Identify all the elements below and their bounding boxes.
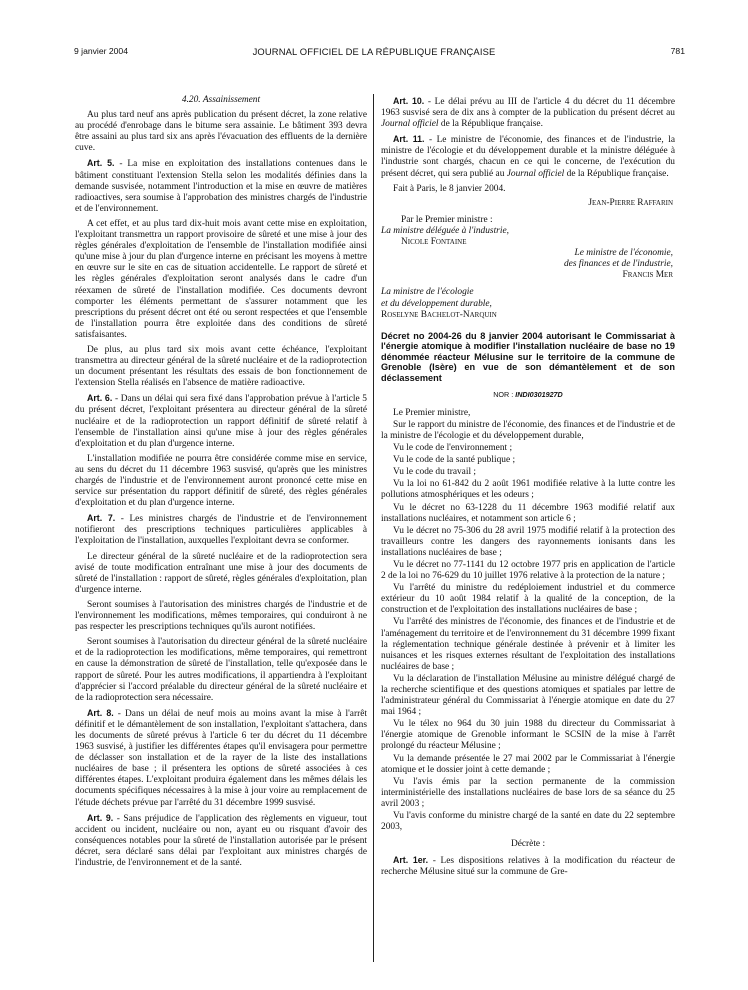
- visa-paragraph: Vu l'arrêté du ministre du redéploiement industriel et du commerce extérieur du 10 août 1984 relatif à la qualité de la conception, de la construction et de l'exploitation des installations nucléaires de base ;: [381, 583, 675, 616]
- visa-paragraphs: [381, 420, 675, 833]
- article-10: Art. 10. - Le délai prévu au III de l'article 4 du décret du 11 décembre 1963 susvisé sera de dix ans à compter de la publication du présent décret au Journal officiel de la République française.: [381, 96, 675, 130]
- visa-paragraph: Vu la déclaration de l'installation Mélusine au ministre délégué chargé de la recherche scientifique et des questions atomiques et spatiales par lettre de l'administrateur général du Commissariat à l'énergie atomique en date du 27 mai 1964 ;: [381, 673, 675, 718]
- left-paragraph: L'installation modifiée ne pourra être considérée comme mise en service, au sens du décret du 11 décembre 1963 susvisé, qu'après que les ministres chargés de l'industrie et de l'environnement auront prononcé cette mise en service sur présentation du rapport définitif de sûreté, des règles générales d'exploitation et du plan d'urgence interne.: [75, 453, 367, 509]
- ecologie-title-1: La ministre de l'écologie: [381, 287, 474, 298]
- economie-title-2: des finances et de l'industrie,: [563, 259, 673, 270]
- visa-paragraph: Vu le code du travail ;: [393, 467, 477, 478]
- header-page-number: 781: [670, 46, 685, 56]
- header-date: 9 janvier 2004: [74, 46, 128, 56]
- left-paragraph: Seront soumises à l'autorisation du directeur général de la sûreté nucléaire et de la radioprotection les modifications, même temporaires, qui remettront en cause la démonstration de sûreté de l'installation, telle qu'exposée dans le rapport de sûreté. Pour les autres modifications, il appartiendra à l'exploitant d'apprécier si l'accord préalable du directeur général de la sûreté nucléaire et de la radioprotection sera nécessaire.: [75, 637, 367, 703]
- column-divider: [373, 94, 374, 962]
- visa-paragraph: Vu l'avis conforme du ministre chargé de la santé en date du 22 septembre 2003,: [381, 811, 675, 833]
- left-paragraph: Art. 8. - Dans un délai de neuf mois au moins avant la mise à l'arrêt définitif et le démantèlement de son installation, l'exploitant s'attachera, dans les documents de sûreté prévus à l'article 6 ter du décret du 11 décembre 1963 susvisé, à justifier les différentes étapes qu'il envisagera pour permettre de déclasser son installation et de la rayer de la liste des installations nucléaires de base ; il présentera les options de sûreté associées à ces différentes étapes. L'exploitant produira également dans les mêmes délais les documents spécifiques nécessaires à la mise à jour voire au remplacement de l'étude déchets prévue par l'arrêté du 31 décembre 1999 susvisé.: [75, 707, 367, 808]
- left-paragraph: Seront soumises à l'autorisation des ministres chargés de l'industrie et de l'environnement les modifications, mêmes temporaires, qui conduiront à ne pas respecter les prescriptions techniques qu'ils auront notifiées.: [75, 599, 367, 633]
- visa-paragraph: Vu le télex no 964 du 30 juin 1988 du directeur du Commissariat à l'énergie atomique de Grenoble informant le SCSIN de la mise à l'arrêt prolongé du réacteur Mélusine ;: [381, 719, 675, 752]
- ecologie-title-2: et du développement durable,: [381, 298, 492, 309]
- visa-paragraph: Vu le décret no 77-1141 du 12 octobre 1977 pris en application de l'article 2 de la loi no 76-629 du 10 juillet 1976 relative à la protection de la nature ;: [381, 559, 675, 582]
- economie-title-1: Le ministre de l'économie,: [574, 248, 673, 259]
- signer-name: Jean-Pierre Raffarin: [588, 197, 673, 208]
- decrete: Décrète :: [510, 839, 546, 850]
- economie-name: Francis Mer: [622, 270, 673, 281]
- section-title: 4.20. Assainissement: [181, 95, 261, 105]
- visa-paragraph: Vu la demande présentée le 27 mai 2002 par le Commissariat à l'énergie atomique et le dossier joint à cette demande ;: [381, 753, 675, 775]
- header-title: JOURNAL OFFICIEL DE LA RÉPUBLIQUE FRANÇAISE: [252, 46, 496, 57]
- deleguee-name: Nicole Fontaine: [401, 237, 467, 248]
- par-le-premier-ministre: Par le Premier ministre :: [401, 214, 493, 225]
- left-paragraph: Le directeur général de la sûreté nucléaire et de la radioprotection sera avisé de toute modification entraînant une mise à jour des documents de sûreté de l'installation : rapport de sûreté, règles générales d'exploitation, plan d'urgence interne.: [75, 551, 367, 595]
- visa-paragraph: Vu le code de la santé publique ;: [393, 455, 516, 466]
- left-paragraph: Art. 6. - Dans un délai qui sera fixé dans l'approbation prévue à l'article 5 du présent décret, l'exploitant présentera au directeur général de la sûreté nucléaire et de la radioprotection un rapport définitif de sûreté relatif à l'ensemble de l'installation ainsi qu'une mise à jour des règles générales d'exploitation et du plan d'urgence interne.: [75, 393, 367, 449]
- left-paragraph: De plus, au plus tard six mois avant cette échéance, l'exploitant transmettra au directeur général de la sûreté nucléaire et de la radioprotection un document présentant les résultats des essais de bon fonctionnement de l'extension Stella réalisés en l'absence de matière radioactive.: [75, 344, 367, 389]
- right-column: [381, 96, 675, 883]
- visa-paragraph: Sur le rapport du ministre de l'économie, des finances et de l'industrie et de la ministre de l'écologie et du développement durable,: [381, 419, 675, 441]
- premier-ministre: Le Premier ministre,: [393, 407, 471, 418]
- visa-paragraph: Vu l'arrêté des ministres de l'économie, des finances et de l'industrie et de l'aménagement du territoire et de l'environnement du 31 décembre 1999 fixant la réglementation technique générale destinée à prévenir et à limiter les nuisances et les risques externes résultant de l'exploitation des installations nucléaires de base ;: [381, 617, 675, 672]
- deleguee-title: La ministre déléguée à l'industrie,: [381, 225, 509, 236]
- decret-title: Décret no 2004-26 du 8 janvier 2004 autorisant le Commissariat à l'énergie atomique à modifier l'installation nucléaire de base no 19 dénommée réacteur Mélusine sur le territoire de la commune de Grenoble (Isère) en vue de son démantèlement et de son déclassement: [381, 330, 675, 384]
- article-11: Art. 11. - Le ministre de l'économie, des finances et de l'industrie, la ministre de l'écologie et du développement durable et la ministre déléguée à l'industrie sont chargés, chacun en ce qui le concerne, de l'exécution du présent décret, qui sera publié au Journal officiel de la République française.: [381, 134, 675, 179]
- left-paragraph: A cet effet, et au plus tard dix-huit mois avant cette mise en exploitation, l'exploitant transmettra un rapport provisoire de sûreté et une mise à jour des règles générales d'exploitation de l'ensemble de l'installation modifiée ainsi qu'une mise à jour du plan d'urgence interne en précisant les moyens à mettre en œuvre sur le site en cas de situation accidentelle. Le rapport de sûreté et les règles générales d'exploitation seront analysés dans le cadre d'un réexamen de sûreté de l'installation modifiée. Ces documents devront comporter les éléments permettant de s'assurer notamment que les prescriptions du présent décret ont été ou seront respectées et que l'ensemble de l'installation pourra être exploitée dans des conditions de sûreté satisfaisantes.: [75, 218, 367, 340]
- ecologie-name: Roselyne Bachelot-Narquin: [381, 309, 497, 320]
- left-paragraphs: [75, 110, 367, 869]
- visa-paragraph: Vu le décret no 75-306 du 28 avril 1975 modifié relatif à la protection des travailleurs contre les dangers des rayonnements ionisants dans les installations nucléaires de base ;: [381, 525, 675, 558]
- visa-paragraph: Vu l'avis émis par la section permanente de la commission interministérielle des installations nucléaires de base lors de sa séance du 25 avril 2003 ;: [381, 776, 675, 809]
- left-paragraph: Art. 7. - Les ministres chargés de l'industrie et de l'environnement notifieront des prescriptions techniques particulières applicables à l'exploitation de l'installation, auxquelles l'exploitant devra se conformer.: [75, 513, 367, 547]
- visa-paragraph: Vu le décret no 63-1228 du 11 décembre 1963 modifié relatif aux installations nucléaires, et notamment son article 6 ;: [381, 502, 675, 524]
- article-1: Art. 1er. - Les dispositions relatives à la modification du réacteur de recherche Mélusine situé sur la commune de Gre-: [381, 855, 676, 878]
- left-paragraph: Art. 9. - Sans préjudice de l'application des règlements en vigueur, tout accident ou incident, nucléaire ou non, ayant eu ou risquant d'avoir des conséquences notables pour la sûreté de l'installation autorisée par le présent décret, sera déclaré sans délai par l'exploitant aux ministres chargés de l'industrie, de l'environnement et de la santé.: [75, 812, 367, 868]
- left-paragraph: Au plus tard neuf ans après publication du présent décret, la zone relative au procédé d'enrobage dans le bitume sera assainie. Le bâtiment 393 devra être assaini au plus tard six ans après l'évacuation des effluents de la dernière cuve.: [75, 110, 367, 154]
- nor-reference: NOR : INDI0301927D: [493, 389, 563, 399]
- left-column: [75, 95, 367, 873]
- visa-paragraph: Vu la loi no 61-842 du 2 août 1961 modifiée relative à la lutte contre les pollutions atmosphériques et les odeurs ;: [381, 479, 675, 501]
- visa-paragraph: Vu le code de l'environnement ;: [393, 443, 513, 454]
- left-paragraph: Art. 5. - La mise en exploitation des installations contenues dans le bâtiment constituant l'extension Stella selon les modalités définies dans la demande susvisée, notamment l'introduction et la mise en œuvre de matières radioactives, sera soumise à l'approbation des ministres chargés de l'industrie et de l'environnement.: [75, 158, 367, 214]
- signature-date: Fait à Paris, le 8 janvier 2004.: [393, 183, 506, 194]
